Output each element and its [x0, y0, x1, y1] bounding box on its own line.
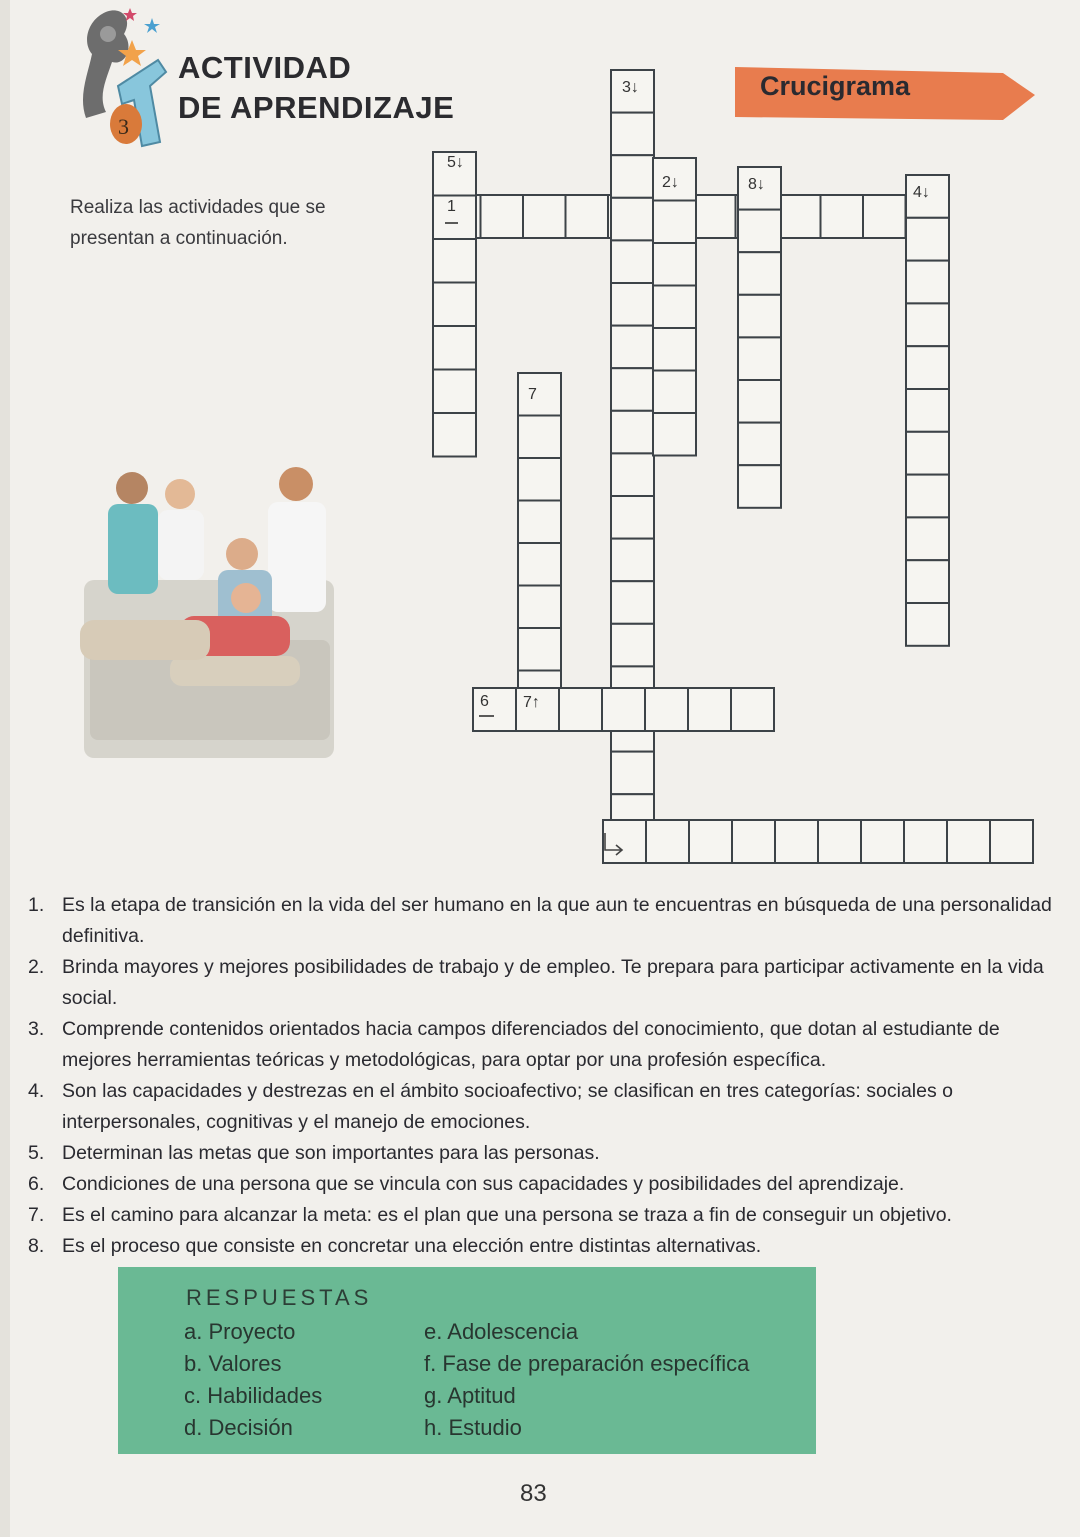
page-number: 83	[520, 1480, 547, 1507]
clue-item: 3. Comprende contenidos orientados hacia campos diferenciados del conocimiento, que dotan al estudiante de mejores herramientas teóricas y metodológicas, para optar por una profesión específica.	[28, 1018, 1000, 1071]
crossword-cell[interactable]	[738, 423, 781, 466]
answers-box	[118, 1267, 816, 1454]
crossword-cell[interactable]	[738, 380, 781, 423]
crossword-cell[interactable]	[688, 688, 731, 731]
answer-item: d. Decisión	[184, 1415, 293, 1440]
crossword-cell[interactable]	[778, 195, 821, 238]
crossword-cell[interactable]	[738, 337, 781, 380]
crossword-cell[interactable]	[611, 198, 654, 241]
crossword-cell[interactable]	[518, 458, 561, 501]
clue-item: 5. Determinan las metas que son importantes para las personas.	[28, 1142, 600, 1164]
crossword-cell[interactable]	[689, 820, 732, 863]
crossword-cell[interactable]	[645, 688, 688, 731]
crossword-cell[interactable]	[906, 603, 949, 646]
crossword-cell[interactable]	[861, 820, 904, 863]
crossword-cell[interactable]	[611, 368, 654, 411]
crossword-cell[interactable]	[906, 346, 949, 389]
crossword-cell[interactable]	[738, 295, 781, 338]
crossword-cell[interactable]	[611, 155, 654, 198]
crossword-cell[interactable]	[611, 113, 654, 156]
crossword-cell[interactable]	[611, 581, 654, 624]
crossword-cell[interactable]	[863, 195, 906, 238]
crossword-cell[interactable]	[646, 820, 689, 863]
crossword-cell[interactable]	[693, 195, 736, 238]
crossword-cell[interactable]	[731, 688, 774, 731]
clue-marker-6: 6	[480, 693, 489, 710]
crossword-cell[interactable]	[433, 370, 476, 414]
crossword-cell[interactable]	[518, 416, 561, 459]
crossword-cell[interactable]	[738, 465, 781, 508]
crossword-cell[interactable]	[906, 261, 949, 304]
clue-list	[28, 890, 1068, 1262]
clue-marker-4: 4↓	[913, 184, 930, 201]
crossword-cell[interactable]	[433, 413, 476, 457]
answer-item: a. Proyecto	[184, 1319, 296, 1344]
crossword-cell[interactable]	[611, 453, 654, 496]
clue-marker-7-up: 7↑	[523, 694, 540, 711]
clue-item: 7. Es el camino para alcanzar la meta: es el plan que una persona se traza a fin de conseguir un objetivo.	[28, 1204, 952, 1226]
activity-subtitle: DE APRENDIZAJE	[178, 90, 455, 125]
crossword-cell[interactable]	[653, 201, 696, 244]
clue-item: 1. Es la etapa de transición en la vida del ser humano en la que aun te encuentras en búsqueda de una personalidad definitiva.	[28, 894, 1052, 947]
crossword-cell[interactable]	[906, 389, 949, 432]
crossword-cell[interactable]	[738, 210, 781, 253]
banner-title: Crucigrama	[760, 71, 911, 101]
clue-marker-5: 5↓	[447, 154, 464, 171]
crossword-cell[interactable]	[990, 820, 1033, 863]
crossword-cell[interactable]	[906, 517, 949, 560]
crossword-cell[interactable]	[611, 326, 654, 369]
crossword-cell[interactable]	[433, 239, 476, 283]
crossword-cell[interactable]	[518, 501, 561, 544]
crossword-cell[interactable]	[566, 195, 609, 238]
crossword-cell[interactable]	[653, 413, 696, 456]
clue-marker-1: 1	[447, 198, 456, 215]
crossword-cell[interactable]	[906, 432, 949, 475]
crossword-cell[interactable]	[602, 688, 645, 731]
instructions-text: Realiza las actividades que se presentan a continuación.	[70, 197, 326, 249]
activity-title: ACTIVIDAD	[178, 50, 352, 85]
answer-item: b. Valores	[184, 1351, 282, 1376]
crossword-cell[interactable]	[611, 539, 654, 582]
clue-marker-2: 2↓	[662, 174, 679, 191]
crossword-cell[interactable]	[559, 688, 602, 731]
crossword-cell[interactable]	[523, 195, 566, 238]
crossword-cell[interactable]	[775, 820, 818, 863]
crossword-cell[interactable]	[611, 411, 654, 454]
answer-item: f. Fase de preparación específica	[424, 1351, 750, 1376]
crossword-cell[interactable]	[906, 218, 949, 261]
crossword-cell[interactable]	[611, 283, 654, 326]
crossword-cell[interactable]	[653, 328, 696, 371]
clue-item: 8. Es el proceso que consiste en concretar una elección entre distintas alternativas.	[28, 1235, 762, 1257]
crossword-cell[interactable]	[906, 560, 949, 603]
crossword-cell[interactable]	[433, 283, 476, 327]
clue-item: 4. Son las capacidades y destrezas en el ámbito socioafectivo; se clasifican en tres categorías: sociales o interpersonales, cognitivas y el manejo de emociones.	[28, 1080, 953, 1133]
crossword-cell[interactable]	[611, 752, 654, 795]
crossword-cell[interactable]	[518, 543, 561, 586]
crossword-cell[interactable]	[906, 475, 949, 518]
crossword-cell[interactable]	[904, 820, 947, 863]
crossword-cell[interactable]	[732, 820, 775, 863]
crossword-cell[interactable]	[518, 373, 561, 416]
clue-item: 2. Brinda mayores y mejores posibilidades de trabajo y de empleo. Te prepara para participar activamente en la vida social.	[28, 956, 1044, 1009]
clue-marker-7-down: 7	[528, 386, 537, 403]
crossword-cell[interactable]	[518, 628, 561, 671]
crossword-cell[interactable]	[906, 303, 949, 346]
answer-item: g. Aptitud	[424, 1383, 516, 1408]
clue-item: 6. Condiciones de una persona que se vincula con sus capacidades y posibilidades del aprendizaje.	[28, 1173, 905, 1195]
crossword-cell[interactable]	[947, 820, 990, 863]
clue-marker-3: 3↓	[622, 79, 639, 96]
crossword-cell[interactable]	[653, 243, 696, 286]
crossword-cell[interactable]	[653, 286, 696, 329]
answer-item: c. Habilidades	[184, 1383, 323, 1408]
clue-marker-8: 8↓	[748, 176, 765, 193]
answer-item: h. Estudio	[424, 1415, 522, 1440]
answer-item: e. Adolescencia	[424, 1319, 579, 1344]
crossword-cell[interactable]	[738, 252, 781, 295]
crossword-cell[interactable]	[603, 820, 646, 863]
crossword-cell[interactable]	[611, 624, 654, 667]
crossword-cell[interactable]	[433, 326, 476, 370]
svg-text:3: 3	[118, 114, 129, 139]
crossword-cell[interactable]	[653, 371, 696, 414]
crossword-cell[interactable]	[481, 195, 524, 238]
crossword-cell[interactable]	[518, 586, 561, 629]
crossword-cell[interactable]	[818, 820, 861, 863]
crossword-cell[interactable]	[821, 195, 864, 238]
crossword-cell[interactable]	[611, 240, 654, 283]
crossword-cell[interactable]	[611, 496, 654, 539]
answers-heading: RESPUESTAS	[186, 1285, 373, 1310]
